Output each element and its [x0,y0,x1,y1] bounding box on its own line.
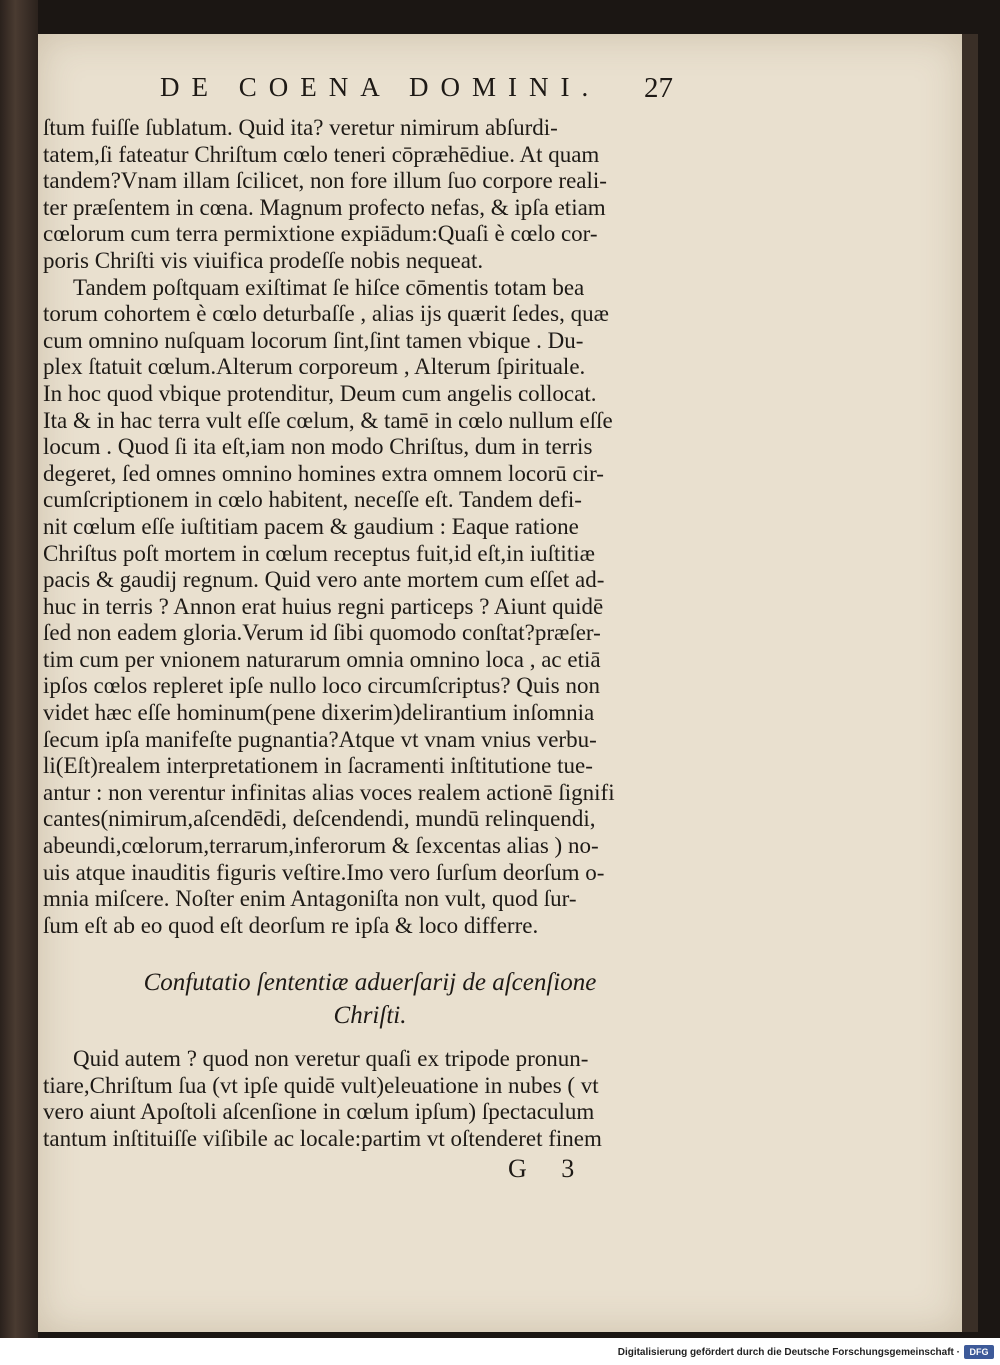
text-line: ſum eſt ab eo quod eſt deorſum re ipſa & loco differre. [43,912,539,938]
main-paragraph [43,115,683,939]
text-line: Chriſtus poſt mortem in cœlum receptus fuit,id eſt,in iuſtitiæ [43,540,595,566]
text-line: degeret, ſed omnes omnino homines extra omnem locorū cir- [43,460,604,486]
text-line: cantes(nimirum,aſcendēdi, deſcendendi, mundū relinquendi, [43,806,596,832]
text-line: pacis & gaudij regnum. Quid vero ante mortem cum eſſet ad- [43,567,605,593]
text-line: uis atque inauditis figuris veſtire.Imo vero ſurſum deorſum o- [43,859,605,885]
text-line: Ita & in hac terra vult eſſe cœlum, & tamē in cœlo nullum eſſe [43,407,613,433]
text-line: cumſcriptionem in cœlo habitent, neceſſe eſt. Tandem defi- [43,487,582,513]
page-edge [962,34,978,1332]
page-number: 27 [644,72,673,104]
book-binding [0,0,38,1338]
text-line: Quid autem ? quod non veretur quaſi ex tripode pronun- [73,1046,589,1071]
text-line: vero aiunt Apoſtoli aſcenſione in cœlum ipſum) ſpectaculum [43,1099,595,1125]
text-line: abeundi,cœlorum,terrarum,inferorum & ſexcentas alias ) no- [43,833,599,859]
text-line: Chriſti. [333,1002,407,1029]
text-line: ſtum fuiſſe ſublatum. Quid ita? veretur nimirum abſurdi- [43,115,558,140]
footer-credit: Digitalisierung gefördert durch die Deutsche Forschungsgemeinschaft · [617,1347,960,1358]
text-line: tiare,Chriſtum ſua (vt ipſe quidē vult)eleuatione in nubes ( vt [43,1072,599,1098]
text-line: nit cœlum eſſe iuſtitiam pacem & gaudium : Eaque ratione [43,513,579,539]
dfg-logo: DFG [964,1345,994,1359]
text-line: ſecum ipſa manifeſte pugnantia?Atque vt vnam vnius verbu- [43,726,597,752]
text-line: cœlorum cum terra permixtione expiādum:Quaſi è cœlo cor- [43,221,598,247]
text-line: Tandem poſtquam exiſtimat ſe hiſce cōmentis totam bea [73,274,585,300]
text-line: ſed non eadem gloria.Verum id ſibi quomodo conſtat?præſer- [43,620,601,646]
text-line: ipſos cœlos repleret ipſe nullo loco circumſcriptus? Quis non [43,673,600,699]
text-line: Confutatio ſententiæ aduerſarij de aſcenſione [143,969,597,996]
text-line: tandem?Vnam illam ſcilicet, non fore illum ſuo corpore reali- [43,168,607,194]
text-line: tantum inſtituiſſe viſibile ac locale:partim vt oſtenderet finem [43,1125,602,1151]
text-line: antur : non verentur infinitas alias voces realem actionē ſignifi [43,779,615,805]
text-line: torum cohortem è cœlo deturbaſſe , alias ijs quærit ſedes, quæ [43,301,609,327]
text-line: plex ſtatuit cœlum.Alterum corporeum , Alterum ſpirituale. [43,354,586,380]
text-line: videt hæc eſſe hominum(pene dixerim)delirantium inſomnia [43,700,595,726]
text-line: poris Chriſti vis viuifica prodeſſe nobis nequeat. [43,247,484,273]
text-line: li(Eſt)realem interpretationem in ſacramenti inſtitutione tue- [43,753,593,779]
text-line: tatem,ſi fateatur Chriſtum cœlo teneri cōpræhēdiue. At quam [43,141,600,167]
text-line: mnia miſcere. Noſter enim Antagoniſta non vult, quod ſur- [43,886,577,912]
running-head-title: DE COENA DOMINI. [160,72,601,102]
section-heading [90,966,650,1032]
second-paragraph [43,1046,683,1152]
running-head [160,72,680,108]
text-line: huc in terris ? Annon erat huius regni particeps ? Aiunt quidē [43,593,604,619]
text-line: cum omnino nuſquam locorum ſint,ſint tamen vbique . Du- [43,327,584,353]
signature-mark: G 3 [508,1154,589,1183]
text-line: tim cum per vnionem naturarum omnia omnino loca , ac etiā [43,646,601,672]
text-line: ter præſentem in cœna. Magnum profecto nefas, & ipſa etiam [43,194,606,220]
text-line: locum . Quod ſi ita eſt,iam non modo Chriſtus, dum in terris [43,434,593,460]
text-line: In hoc quod vbique protenditur, Deum cum angelis collocat. [43,380,597,406]
